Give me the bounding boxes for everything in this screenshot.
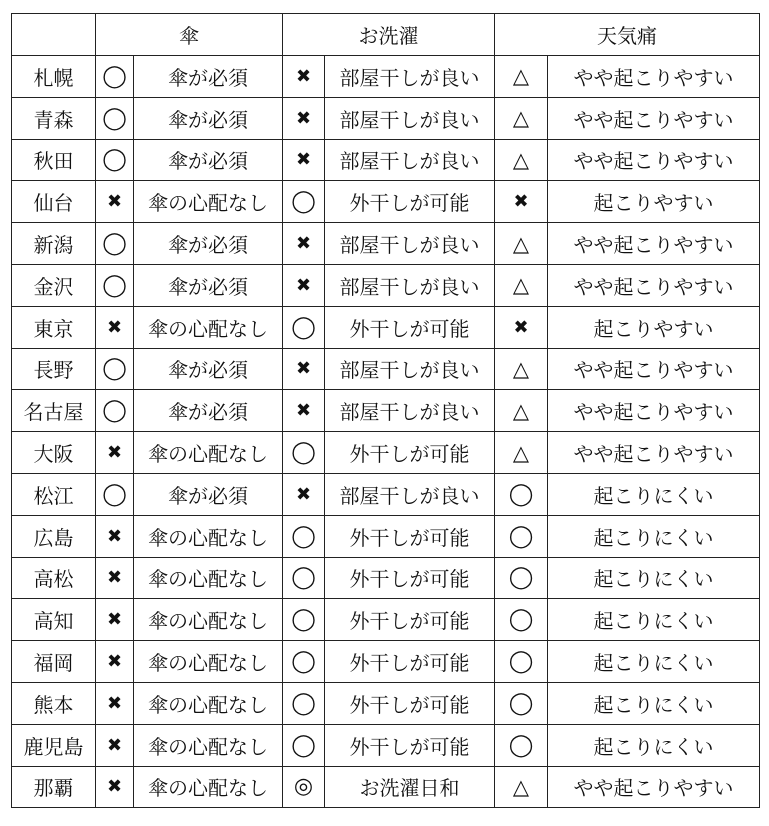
cross-mark-icon: ✖: [283, 139, 325, 181]
table-row: [12, 223, 760, 265]
cross-mark-icon: ✖: [283, 56, 325, 98]
table-row: [12, 306, 760, 348]
table-row: [12, 682, 760, 724]
headache-forecast-text: 起こりやすい: [548, 181, 760, 223]
table-row: [12, 390, 760, 432]
table-row: [12, 56, 760, 98]
laundry-forecast-text: 外干しが可能: [325, 306, 495, 348]
cross-mark-icon: ✖: [283, 473, 325, 515]
headache-forecast-text: やや起こりやすい: [548, 139, 760, 181]
headache-header: 天気痛: [495, 14, 760, 56]
cross-mark-icon: ✖: [96, 599, 134, 641]
circle-mark-icon: ◯: [96, 390, 134, 432]
headache-forecast-text: やや起こりやすい: [548, 348, 760, 390]
cross-mark-icon: ✖: [96, 515, 134, 557]
umbrella-forecast-text: 傘が必須: [134, 56, 283, 98]
triangle-mark-icon: △: [495, 56, 548, 98]
circle-mark-icon: ◯: [96, 139, 134, 181]
umbrella-forecast-text: 傘の心配なし: [134, 766, 283, 808]
umbrella-forecast-text: 傘が必須: [134, 97, 283, 139]
laundry-forecast-text: 外干しが可能: [325, 432, 495, 474]
cross-mark-icon: ✖: [283, 223, 325, 265]
city-name: 名古屋: [12, 390, 96, 432]
cross-mark-icon: ✖: [96, 682, 134, 724]
headache-forecast-text: 起こりにくい: [548, 724, 760, 766]
laundry-forecast-text: 部屋干しが良い: [325, 223, 495, 265]
city-name: 熊本: [12, 682, 96, 724]
umbrella-forecast-text: 傘が必須: [134, 139, 283, 181]
table-header: [12, 14, 760, 56]
city-name: 福岡: [12, 641, 96, 683]
city-name: 大阪: [12, 432, 96, 474]
umbrella-forecast-text: 傘が必須: [134, 348, 283, 390]
table-body: [12, 56, 760, 808]
city-name: 新潟: [12, 223, 96, 265]
triangle-mark-icon: △: [495, 348, 548, 390]
umbrella-forecast-text: 傘の心配なし: [134, 557, 283, 599]
city-name: 那覇: [12, 766, 96, 808]
city-name: 東京: [12, 306, 96, 348]
circle-mark-icon: ◯: [96, 223, 134, 265]
headache-forecast-text: やや起こりやすい: [548, 432, 760, 474]
laundry-header: お洗濯: [283, 14, 495, 56]
umbrella-forecast-text: 傘が必須: [134, 223, 283, 265]
table-row: [12, 181, 760, 223]
umbrella-forecast-text: 傘の心配なし: [134, 599, 283, 641]
table-row: [12, 766, 760, 808]
table-row: [12, 264, 760, 306]
circle-mark-icon: ◯: [96, 56, 134, 98]
city-name: 広島: [12, 515, 96, 557]
cross-mark-icon: ✖: [96, 641, 134, 683]
headache-forecast-text: やや起こりやすい: [548, 390, 760, 432]
corner-cell: [12, 14, 96, 56]
laundry-forecast-text: 外干しが可能: [325, 599, 495, 641]
circle-mark-icon: ◯: [283, 515, 325, 557]
laundry-forecast-text: 外干しが可能: [325, 181, 495, 223]
umbrella-forecast-text: 傘の心配なし: [134, 306, 283, 348]
cross-mark-icon: ✖: [96, 306, 134, 348]
circle-mark-icon: ◯: [96, 348, 134, 390]
table-row: [12, 97, 760, 139]
circle-mark-icon: ◯: [495, 473, 548, 515]
circle-mark-icon: ◯: [283, 724, 325, 766]
laundry-forecast-text: 外干しが可能: [325, 557, 495, 599]
triangle-mark-icon: △: [495, 390, 548, 432]
headache-forecast-text: 起こりにくい: [548, 682, 760, 724]
laundry-forecast-text: 部屋干しが良い: [325, 264, 495, 306]
triangle-mark-icon: △: [495, 223, 548, 265]
header-row: [12, 14, 760, 56]
headache-forecast-text: やや起こりやすい: [548, 97, 760, 139]
circle-mark-icon: ◯: [283, 181, 325, 223]
circle-mark-icon: ◯: [283, 557, 325, 599]
cross-mark-icon: ✖: [96, 724, 134, 766]
cross-mark-icon: ✖: [283, 390, 325, 432]
headache-forecast-text: 起こりにくい: [548, 557, 760, 599]
umbrella-forecast-text: 傘の心配なし: [134, 682, 283, 724]
cross-mark-icon: ✖: [495, 181, 548, 223]
table-row: [12, 641, 760, 683]
city-name: 松江: [12, 473, 96, 515]
double-circle-mark-icon: ◎: [283, 766, 325, 808]
headache-forecast-text: やや起こりやすい: [548, 56, 760, 98]
forecast-table: [11, 13, 760, 808]
circle-mark-icon: ◯: [283, 432, 325, 474]
headache-forecast-text: やや起こりやすい: [548, 223, 760, 265]
headache-forecast-text: 起こりにくい: [548, 599, 760, 641]
headache-forecast-text: 起こりにくい: [548, 515, 760, 557]
laundry-forecast-text: 部屋干しが良い: [325, 97, 495, 139]
table-row: [12, 473, 760, 515]
umbrella-forecast-text: 傘が必須: [134, 264, 283, 306]
city-name: 鹿児島: [12, 724, 96, 766]
city-name: 仙台: [12, 181, 96, 223]
circle-mark-icon: ◯: [495, 682, 548, 724]
triangle-mark-icon: △: [495, 97, 548, 139]
cross-mark-icon: ✖: [283, 348, 325, 390]
triangle-mark-icon: △: [495, 432, 548, 474]
table-row: [12, 139, 760, 181]
umbrella-forecast-text: 傘の心配なし: [134, 515, 283, 557]
table-row: [12, 724, 760, 766]
laundry-forecast-text: 部屋干しが良い: [325, 139, 495, 181]
table-row: [12, 557, 760, 599]
circle-mark-icon: ◯: [96, 473, 134, 515]
table-row: [12, 599, 760, 641]
headache-forecast-text: やや起こりやすい: [548, 766, 760, 808]
laundry-forecast-text: 外干しが可能: [325, 515, 495, 557]
umbrella-forecast-text: 傘の心配なし: [134, 181, 283, 223]
triangle-mark-icon: △: [495, 766, 548, 808]
triangle-mark-icon: △: [495, 264, 548, 306]
circle-mark-icon: ◯: [96, 97, 134, 139]
headache-forecast-text: やや起こりやすい: [548, 264, 760, 306]
city-name: 長野: [12, 348, 96, 390]
cross-mark-icon: ✖: [96, 432, 134, 474]
cross-mark-icon: ✖: [96, 766, 134, 808]
cross-mark-icon: ✖: [96, 181, 134, 223]
cross-mark-icon: ✖: [495, 306, 548, 348]
cross-mark-icon: ✖: [283, 97, 325, 139]
umbrella-forecast-text: 傘の心配なし: [134, 432, 283, 474]
circle-mark-icon: ◯: [495, 557, 548, 599]
circle-mark-icon: ◯: [283, 599, 325, 641]
umbrella-forecast-text: 傘の心配なし: [134, 641, 283, 683]
circle-mark-icon: ◯: [96, 264, 134, 306]
umbrella-forecast-text: 傘の心配なし: [134, 724, 283, 766]
city-name: 高松: [12, 557, 96, 599]
laundry-forecast-text: 外干しが可能: [325, 682, 495, 724]
circle-mark-icon: ◯: [283, 682, 325, 724]
umbrella-forecast-text: 傘が必須: [134, 473, 283, 515]
city-name: 札幌: [12, 56, 96, 98]
umbrella-forecast-text: 傘が必須: [134, 390, 283, 432]
table-row: [12, 432, 760, 474]
headache-forecast-text: 起こりにくい: [548, 641, 760, 683]
city-name: 高知: [12, 599, 96, 641]
headache-forecast-text: 起こりやすい: [548, 306, 760, 348]
city-name: 金沢: [12, 264, 96, 306]
table-row: [12, 348, 760, 390]
headache-forecast-text: 起こりにくい: [548, 473, 760, 515]
laundry-forecast-text: お洗濯日和: [325, 766, 495, 808]
table-row: [12, 515, 760, 557]
circle-mark-icon: ◯: [495, 599, 548, 641]
triangle-mark-icon: △: [495, 139, 548, 181]
circle-mark-icon: ◯: [495, 515, 548, 557]
city-name: 秋田: [12, 139, 96, 181]
cross-mark-icon: ✖: [283, 264, 325, 306]
city-name: 青森: [12, 97, 96, 139]
circle-mark-icon: ◯: [495, 724, 548, 766]
laundry-forecast-text: 部屋干しが良い: [325, 390, 495, 432]
laundry-forecast-text: 外干しが可能: [325, 724, 495, 766]
laundry-forecast-text: 部屋干しが良い: [325, 473, 495, 515]
laundry-forecast-text: 部屋干しが良い: [325, 348, 495, 390]
circle-mark-icon: ◯: [283, 306, 325, 348]
laundry-forecast-text: 部屋干しが良い: [325, 56, 495, 98]
cross-mark-icon: ✖: [96, 557, 134, 599]
circle-mark-icon: ◯: [283, 641, 325, 683]
umbrella-header: 傘: [96, 14, 283, 56]
circle-mark-icon: ◯: [495, 641, 548, 683]
laundry-forecast-text: 外干しが可能: [325, 641, 495, 683]
